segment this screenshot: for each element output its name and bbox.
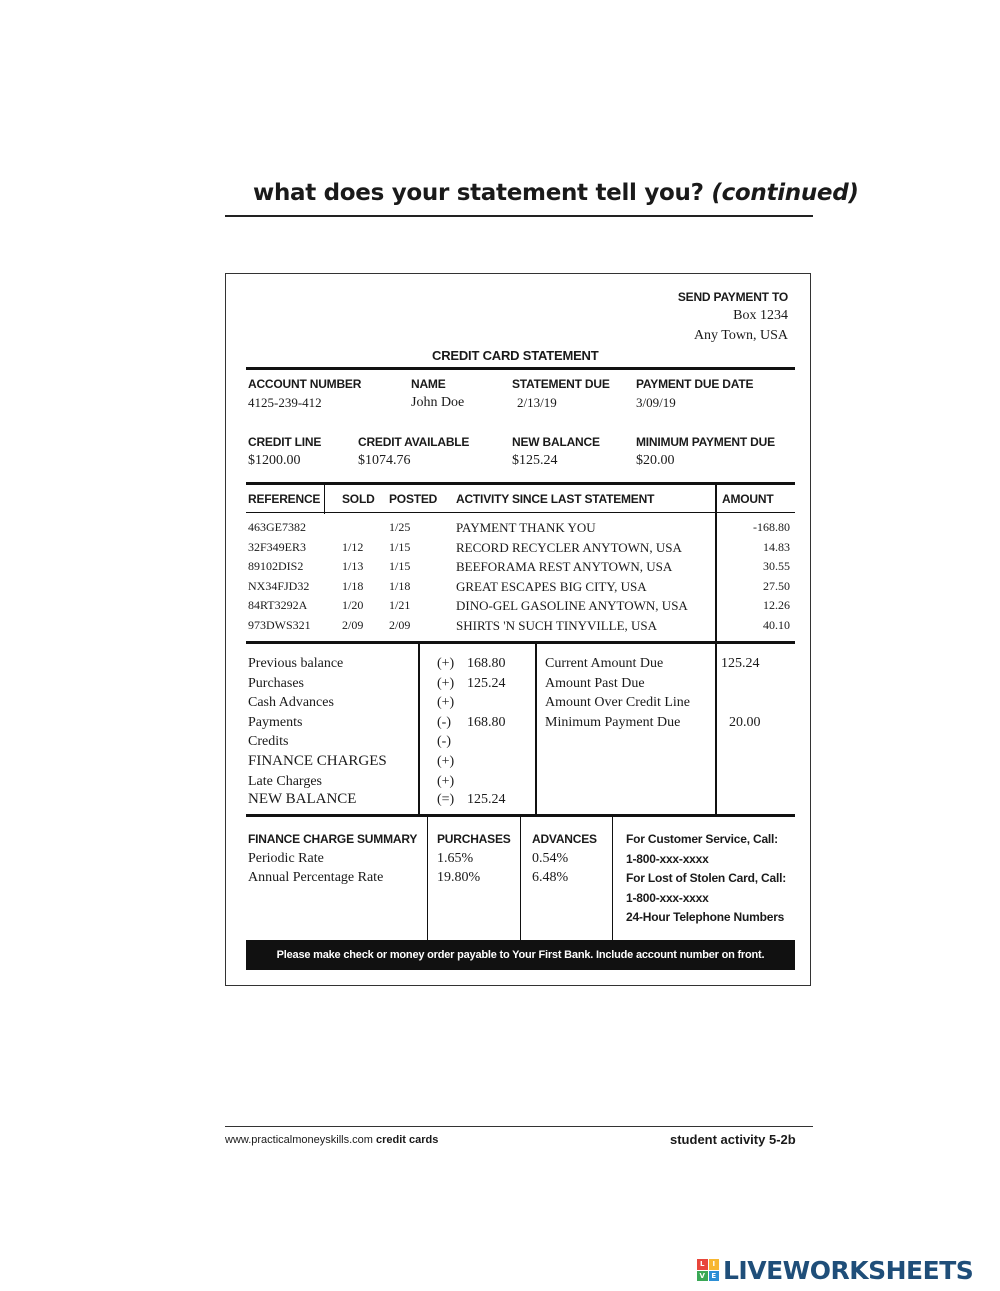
row-posted: 1/15 — [389, 559, 411, 573]
due-value: 20.00 — [729, 715, 761, 730]
table-row — [226, 598, 812, 617]
finance-divider — [612, 817, 613, 940]
summary-sign: (=) — [437, 792, 455, 807]
purchases-periodic-rate: 1.65% — [437, 851, 474, 866]
table-row — [226, 540, 812, 559]
summary-sign: (+) — [437, 754, 455, 769]
header-underline — [246, 512, 795, 513]
purchases-apr: 19.80% — [437, 870, 481, 885]
lost-card-phone: 1-800-xxx-xxxx — [626, 891, 709, 905]
table-row — [226, 559, 812, 578]
summary-value: 125.24 — [467, 792, 506, 807]
col-sold: SOLD — [342, 492, 375, 506]
due-label: Amount Over Credit Line — [545, 695, 691, 710]
statement-title: CREDIT CARD STATEMENT — [432, 348, 599, 363]
summary-label: Cash Advances — [248, 695, 334, 710]
minimum-payment-value: $20.00 — [636, 453, 675, 468]
liveworksheets-watermark — [697, 1255, 973, 1285]
row-sold: 1/12 — [342, 540, 364, 554]
summary-label: Previous balance — [248, 656, 344, 671]
periodic-rate-label: Periodic Rate — [248, 851, 324, 866]
summary-label: Payments — [248, 715, 303, 730]
customer-service-phone: 1-800-xxx-xxxx — [626, 852, 709, 866]
summary-divider — [535, 644, 537, 814]
credit-card-statement — [225, 273, 811, 986]
liveworksheets-logo-icon — [697, 1259, 719, 1281]
credit-available-value: $1074.76 — [358, 453, 411, 468]
table-row — [226, 520, 812, 539]
finance-divider — [520, 817, 521, 940]
purchases-label: PURCHASES — [437, 832, 511, 846]
liveworksheets-wordmark: LIVEWORKSHEETS — [723, 1255, 974, 1285]
advances-apr: 6.48% — [532, 870, 569, 885]
col-posted: POSTED — [389, 492, 438, 506]
row-posted: 1/15 — [389, 540, 411, 554]
row-reference: 463GE7382 — [248, 520, 306, 534]
row-posted: 1/25 — [389, 520, 411, 534]
row-sold: 2/09 — [342, 618, 364, 632]
row-reference: 973DWS321 — [248, 618, 311, 632]
finance-summary-label: FINANCE CHARGE SUMMARY — [248, 832, 418, 846]
summary-sign: (+) — [437, 656, 455, 671]
account-number-value: 4125-239-412 — [248, 395, 322, 410]
row-activity: PAYMENT THANK YOU — [456, 520, 596, 535]
credit-available-label: CREDIT AVAILABLE — [358, 435, 470, 449]
row-amount: -168.80 — [753, 520, 790, 534]
row-reference: 84RT3292A — [248, 598, 308, 612]
footer-section: credit cards — [376, 1134, 439, 1146]
due-label: Current Amount Due — [545, 656, 664, 671]
summary-sign: (-) — [437, 715, 451, 730]
summary-label: Credits — [248, 734, 289, 749]
summary-label: NEW BALANCE — [248, 791, 357, 807]
row-posted: 1/21 — [389, 598, 411, 612]
credit-line-value: $1200.00 — [248, 453, 301, 468]
new-balance-value: $125.24 — [512, 453, 558, 468]
page-title-continued: (continued) — [711, 180, 859, 206]
summary-label: Purchases — [248, 676, 304, 691]
finance-divider — [427, 817, 428, 940]
footer-rule — [225, 1126, 813, 1127]
row-amount: 14.83 — [763, 540, 790, 554]
due-label: Minimum Payment Due — [545, 715, 681, 730]
logo-tile: I — [709, 1259, 720, 1270]
section-rule — [246, 482, 795, 485]
summary-label: FINANCE CHARGES — [248, 753, 387, 769]
new-balance-label: NEW BALANCE — [512, 435, 600, 449]
col-activity: ACTIVITY SINCE LAST STATEMENT — [456, 492, 655, 506]
row-amount: 30.55 — [763, 559, 790, 573]
col-amount: AMOUNT — [722, 492, 774, 506]
row-activity: BEEFORAMA REST ANYTOWN, USA — [456, 559, 673, 574]
logo-tile: E — [709, 1271, 720, 1282]
summary-sign: (-) — [437, 734, 451, 749]
hours-note: 24-Hour Telephone Numbers — [626, 910, 785, 924]
payment-banner-text: Please make check or money order payable to Your First Bank. Include account number on front. — [276, 949, 765, 961]
credit-line-label: CREDIT LINE — [248, 435, 322, 449]
footer-credit — [225, 1134, 438, 1146]
send-payment-line1: Box 1234 — [733, 308, 788, 323]
footer-activity-number: student activity 5-2b — [670, 1132, 796, 1147]
page-title-main: what does your statement tell you? — [253, 180, 704, 206]
lost-card-label: For Lost of Stolen Card, Call: — [626, 871, 787, 885]
summary-value: 168.80 — [467, 715, 506, 730]
payment-due-date-value: 3/09/19 — [636, 395, 676, 410]
row-sold: 1/13 — [342, 559, 364, 573]
row-posted: 2/09 — [389, 618, 411, 632]
account-number-label: ACCOUNT NUMBER — [248, 377, 362, 391]
row-amount: 40.10 — [763, 618, 790, 632]
send-payment-label: SEND PAYMENT TO — [677, 290, 788, 304]
table-row — [226, 618, 812, 637]
customer-service-label: For Customer Service, Call: — [626, 832, 778, 846]
summary-divider — [715, 644, 717, 814]
row-sold: 1/20 — [342, 598, 364, 612]
title-rule — [225, 215, 813, 217]
apr-label: Annual Percentage Rate — [248, 870, 384, 885]
name-label: NAME — [411, 377, 446, 391]
summary-sign: (+) — [437, 676, 455, 691]
row-amount: 27.50 — [763, 579, 790, 593]
logo-tile: V — [697, 1271, 708, 1282]
row-amount: 12.26 — [763, 598, 790, 612]
advances-label: ADVANCES — [532, 832, 597, 846]
name-value: John Doe — [411, 395, 465, 410]
row-activity: DINO-GEL GASOLINE ANYTOWN, USA — [456, 598, 688, 613]
row-activity: SHIRTS 'N SUCH TINYVILLE, USA — [456, 618, 658, 633]
summary-divider — [418, 644, 420, 814]
row-sold: 1/18 — [342, 579, 364, 593]
payment-banner — [246, 940, 795, 970]
page-title — [253, 180, 859, 206]
col-divider — [324, 485, 325, 514]
footer-url: www.practicalmoneyskills.com — [225, 1134, 373, 1146]
send-payment-line2: Any Town, USA — [693, 328, 788, 343]
summary-sign: (+) — [437, 774, 455, 789]
section-rule — [246, 641, 795, 644]
advances-periodic-rate: 0.54% — [532, 851, 569, 866]
summary-sign: (+) — [437, 695, 455, 710]
row-activity: GREAT ESCAPES BIG CITY, USA — [456, 579, 647, 594]
section-rule — [246, 367, 795, 370]
summary-value: 125.24 — [467, 676, 506, 691]
row-posted: 1/18 — [389, 579, 411, 593]
table-row — [226, 579, 812, 598]
row-reference: 32F349ER3 — [248, 540, 307, 554]
row-reference: 89102DIS2 — [248, 559, 304, 573]
minimum-payment-label: MINIMUM PAYMENT DUE — [636, 435, 775, 449]
logo-tile: L — [697, 1259, 708, 1270]
summary-label: Late Charges — [248, 774, 322, 789]
statement-due-label: STATEMENT DUE — [512, 377, 610, 391]
payment-due-date-label: PAYMENT DUE DATE — [636, 377, 754, 391]
row-reference: NX34FJD32 — [248, 579, 310, 593]
row-activity: RECORD RECYCLER ANYTOWN, USA — [456, 540, 682, 555]
due-label: Amount Past Due — [545, 676, 645, 691]
col-reference: REFERENCE — [248, 492, 321, 506]
summary-value: 168.80 — [467, 656, 506, 671]
statement-due-value: 2/13/19 — [517, 395, 557, 410]
due-value: 125.24 — [721, 656, 760, 671]
